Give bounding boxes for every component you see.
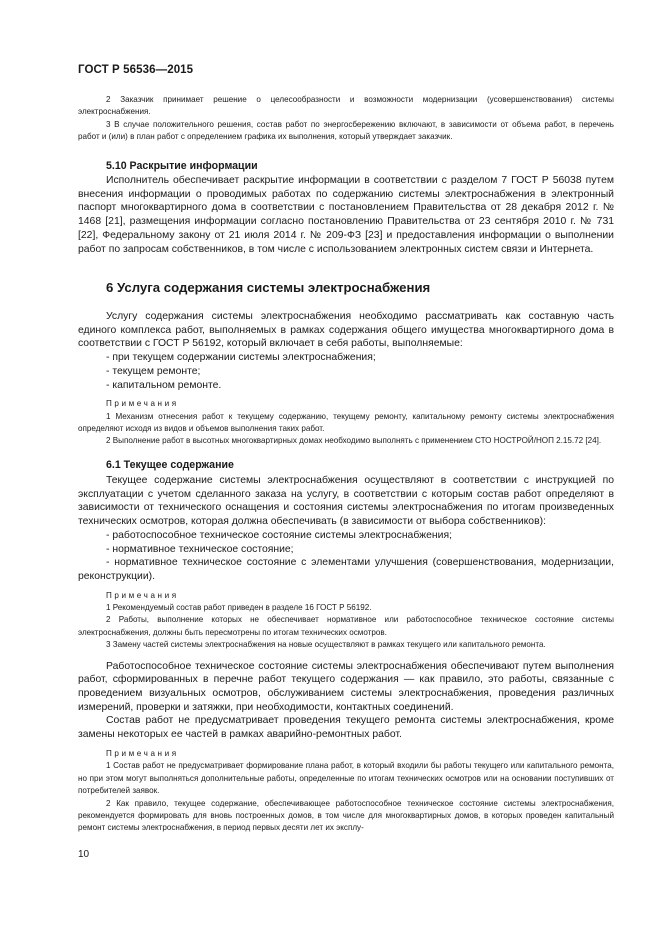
body-paragraph: Текущее содержание системы электроснабжения осуществляют в соответствии с инструкцией по эксплуатации с учетом сделанного заказа на услугу, в соответствии с которым состав работ определяют в зависимости от технического оснащения и состояния системы электроснабжения по итогам произведенных технических осмотров, которая должна обеспечивать (в зависимости от выбора собственников):: [78, 475, 614, 528]
page-number: 10: [78, 849, 90, 860]
list-item: - капитальном ремонте.: [106, 379, 222, 391]
list-item: - работоспособное техническое состояние системы электроснабжения;: [106, 529, 452, 541]
section-heading: 6.1 Текущее содержание: [106, 459, 234, 471]
section-6-1: [78, 459, 614, 835]
document-id-header: ГОСТ Р 56536—2015: [78, 64, 194, 76]
body-paragraph: Состав работ не предусматривает проведения текущего ремонта системы электроснабжения, кроме замены некоторых ее частей в рамках аварийно-ремонтных работ.: [78, 715, 614, 741]
notes-label: Примечания: [106, 590, 179, 600]
note-paragraph: 2 Заказчик принимает решение о целесообразности и возможности модернизации (усовершенствования) системы электроснабжения.: [78, 95, 614, 117]
top-notes: [78, 94, 614, 144]
note-paragraph: 1 Механизм отнесения работ к текущему содержанию, текущему ремонту, капитальному ремонту системы электроснабжения определяют исходя из видов и объемов выполнения таких работ.: [78, 411, 614, 434]
section-heading: 6 Услуга содержания системы электроснабжения: [106, 280, 431, 295]
section-6: [78, 280, 614, 448]
list-item: - нормативное техническое состояние;: [106, 543, 294, 555]
body-paragraph: Работоспособное техническое состояние системы электроснабжения обеспечивают путем выполнения работ, сформированных в перечне работ текущего содержания — как правило, это работы, связанные с проведением визуальных осмотров, обслуживанием системы электроснабжения, проведения различных измерений, проверки и затяжки, при необходимости, контактных соединений.: [78, 660, 614, 713]
note-paragraph: 1 Рекомендуемый состав работ приведен в разделе 16 ГОСТ Р 56192.: [106, 603, 372, 613]
section-5-10: [78, 160, 614, 256]
list-item: - при текущем содержании системы электроснабжения;: [106, 352, 376, 364]
body-paragraph: Исполнитель обеспечивает раскрытие информации в соответствии с разделом 7 ГОСТ Р 56038 путем внесения информации о проводимых работах по содержанию системы электроснабжения в электронный паспорт многоквартирного дома в соответствии с постановлением Правительства от 28 декабря 2012 г. № 1468 [21], размещения информации согласно постановлению Правительства от 23 сентября 2010 г. № 731 [22], Федеральному закону от 21 июля 2014 г. № 209-ФЗ [23] и предоставления информации о выполнении работ по запросам собственников, в том числе с использованием электронных систем связи и Интернета.: [78, 175, 614, 255]
note-paragraph: 1 Состав работ не предусматривает формирование плана работ, в который входили бы работы текущего или капитального ремонта, но при этом могут выполняться дополнительные работы, определенные по итогам технических осмотров или на основании поступивших от потребителей заявок.: [78, 761, 614, 796]
list-item: - текущем ремонте;: [106, 365, 201, 377]
note-paragraph: 3 В случае положительного решения, состав работ по энергосбережению включают, в зависимости от объема работ, в перечень работ и (или) в план работ с определением графика их выполнения, который утверждает заказчик.: [78, 119, 614, 142]
notes-label: Примечания: [106, 399, 179, 409]
note-paragraph: 3 Замену частей системы электроснабжения на новые осуществляют в рамках текущего или капитального ремонта.: [106, 640, 546, 650]
list-item: - нормативное техническое состояние с элементами улучшения (совершенствования, модернизации, реконструкции).: [78, 557, 614, 582]
section-heading: 5.10 Раскрытие информации: [106, 160, 258, 172]
notes-label: Примечания: [106, 748, 179, 758]
note-paragraph: 2 Выполнение работ в высотных многоквартирных домах необходимо выполнять с применением СТО НОСТРОЙ/НОП 2.15.72 [24].: [106, 436, 602, 446]
note-paragraph: 2 Как правило, текущее содержание, обеспечивающее работоспособное техническое состояние системы электроснабжения, рекомендуется формировать для вновь построенных домов, в том числе для многоквартирных домов, в которых проведен капитальный ремонт системы электроснабжения, в период первых десяти лет их эксплу-: [78, 798, 614, 833]
body-paragraph: Услугу содержания системы электроснабжения необходимо рассматривать как составную часть единого комплекса работ, выполняемых в рамках содержания общего имущества многоквартирного дома в соответствии с ГОСТ Р 56192, который включает в себя работы, выполняемые:: [78, 311, 614, 350]
note-paragraph: 2 Работы, выполнение которых не обеспечивает нормативное или работоспособное техническое состояние системы электроснабжения, должны быть пересмотрены по итогам технических осмотров.: [78, 615, 614, 637]
